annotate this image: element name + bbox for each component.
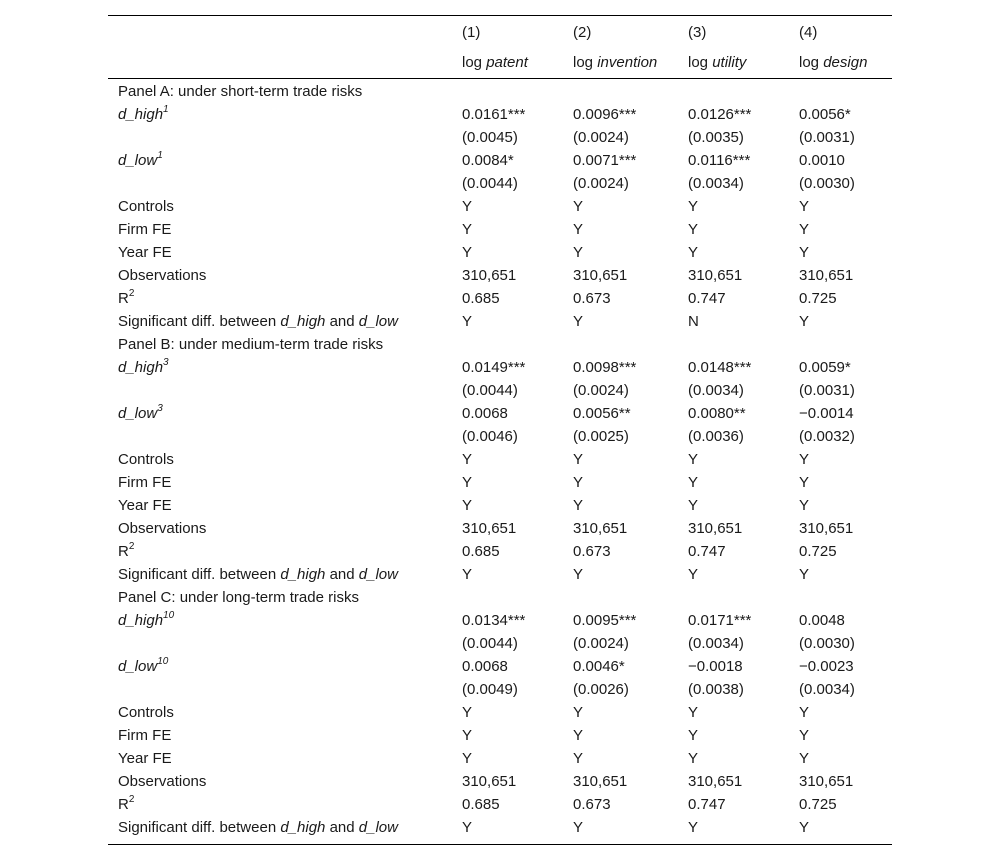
- table-cell: 310,651: [799, 520, 854, 537]
- bottom-rule: [108, 844, 892, 845]
- footnote-marker: 3: [157, 403, 163, 414]
- row-label: [118, 471, 171, 494]
- table-cell: 0.0068: [462, 405, 508, 422]
- table-cell: Y: [799, 704, 810, 721]
- col-number: (2): [573, 24, 592, 41]
- footnote-marker: 1: [163, 104, 169, 115]
- table-cell: 0.685: [462, 543, 500, 560]
- se-row-high: [108, 632, 892, 655]
- header-row-depvars: [108, 51, 892, 74]
- sig-diff-row: [108, 816, 892, 839]
- row-label: [118, 310, 398, 333]
- panel-title-row: [108, 80, 892, 103]
- row-label: [118, 448, 174, 471]
- table-cell: 310,651: [688, 267, 743, 284]
- table-cell: (0.0044): [462, 635, 518, 652]
- table-cell: (0.0049): [462, 681, 518, 698]
- variable-name: d_low: [118, 658, 158, 675]
- se-row-high: [108, 379, 892, 402]
- table-cell: (0.0032): [799, 428, 855, 445]
- table-cell: 0.0095***: [573, 612, 637, 629]
- table-cell: Y: [573, 451, 584, 468]
- log-word: log: [799, 54, 820, 71]
- header-rule: [108, 78, 892, 79]
- table-cell: (0.0034): [688, 382, 744, 399]
- table-cell: Y: [799, 221, 810, 238]
- row-label: [118, 195, 174, 218]
- panel-title: Panel A: under short-term trade risks: [118, 83, 363, 100]
- row-label-text: Significant diff. between: [118, 566, 277, 583]
- variable-name: d_high: [280, 819, 326, 836]
- table-cell: (0.0024): [573, 175, 629, 192]
- se-row-low: [108, 425, 892, 448]
- row-label: [118, 494, 172, 517]
- table-cell: 0.0046*: [573, 658, 625, 675]
- row-label: [118, 609, 174, 632]
- table-cell: 0.0048: [799, 612, 845, 629]
- panel-title: Panel B: under medium-term trade risks: [118, 336, 384, 353]
- row-label: [118, 770, 206, 793]
- table-cell: 310,651: [573, 773, 628, 790]
- r2-superscript: 2: [128, 541, 135, 552]
- table-cell: 0.0071***: [573, 152, 637, 169]
- table-cell: 0.685: [462, 290, 500, 307]
- table-cell: Y: [462, 727, 473, 744]
- table-cell: (0.0025): [573, 428, 629, 445]
- col-depvar: [573, 51, 657, 74]
- table-cell: −0.0018: [688, 658, 743, 675]
- table-cell: Y: [573, 313, 584, 330]
- row-label: [118, 816, 398, 839]
- table-cell: Y: [799, 750, 810, 767]
- table-cell: Y: [573, 566, 584, 583]
- depvar-name: utility: [712, 54, 747, 71]
- observations-row: [108, 517, 892, 540]
- table-cell: 0.725: [799, 543, 837, 560]
- table-cell: 310,651: [462, 267, 517, 284]
- table-cell: Y: [462, 451, 473, 468]
- panel-title-row: [108, 333, 892, 356]
- table-cell: (0.0044): [462, 175, 518, 192]
- row-label-text: Significant diff. between: [118, 819, 277, 836]
- row-label-text: Year FE: [118, 244, 172, 261]
- header-row-numbers: [108, 21, 892, 44]
- r2-row: [108, 540, 892, 563]
- controls-row: [108, 448, 892, 471]
- table-cell: Y: [462, 244, 473, 261]
- table-cell: Y: [688, 451, 699, 468]
- se-row-low: [108, 678, 892, 701]
- row-label: [118, 586, 359, 609]
- table-cell: Y: [799, 313, 810, 330]
- table-cell: Y: [573, 497, 584, 514]
- table-cell: (0.0034): [688, 635, 744, 652]
- table-cell: Y: [688, 727, 699, 744]
- coef-row-low: [108, 655, 892, 678]
- table-cell: 0.0148***: [688, 359, 752, 376]
- table-cell: Y: [688, 750, 699, 767]
- table-cell: Y: [573, 474, 584, 491]
- controls-row: [108, 701, 892, 724]
- row-label-text: R: [118, 290, 129, 307]
- row-label-text: Firm FE: [118, 221, 172, 238]
- row-label-text: Significant diff. between: [118, 313, 277, 330]
- row-label-text: Observations: [118, 773, 207, 790]
- row-label: [118, 747, 172, 770]
- table-cell: 0.0161***: [462, 106, 526, 123]
- row-label: [118, 218, 171, 241]
- table-cell: Y: [688, 497, 699, 514]
- depvar-name: invention: [597, 54, 658, 71]
- table-cell: 0.0171***: [688, 612, 752, 629]
- table-cell: 0.747: [688, 543, 726, 560]
- table-cell: (0.0031): [799, 382, 855, 399]
- coef-row-high: [108, 609, 892, 632]
- col-number: (3): [688, 24, 707, 41]
- table-cell: 310,651: [462, 773, 517, 790]
- footnote-marker: 10: [157, 656, 169, 667]
- table-cell: 310,651: [799, 773, 854, 790]
- year-fe-row: [108, 494, 892, 517]
- log-word: log: [462, 54, 483, 71]
- firm-fe-row: [108, 724, 892, 747]
- variable-name: d_low: [358, 313, 398, 330]
- se-row-low: [108, 172, 892, 195]
- row-label: [118, 241, 172, 264]
- row-label-text: and: [329, 566, 355, 583]
- table-cell: 310,651: [462, 520, 517, 537]
- table-cell: N: [688, 313, 699, 330]
- table-cell: Y: [688, 819, 699, 836]
- table-cell: Y: [799, 451, 810, 468]
- table-cell: 0.0149***: [462, 359, 526, 376]
- row-label: [118, 655, 168, 678]
- top-rule: [108, 15, 892, 16]
- row-label: [118, 149, 163, 172]
- table-cell: Y: [688, 198, 699, 215]
- table-cell: 0.0098***: [573, 359, 637, 376]
- table-cell: −0.0023: [799, 658, 854, 675]
- table-cell: (0.0045): [462, 129, 518, 146]
- se-row-high: [108, 126, 892, 149]
- panel-title-row: [108, 586, 892, 609]
- table-cell: Y: [462, 819, 473, 836]
- table-cell: Y: [799, 566, 810, 583]
- r2-superscript: 2: [128, 288, 135, 299]
- table-cell: Y: [688, 244, 699, 261]
- row-label-text: R: [118, 796, 129, 813]
- variable-name: d_low: [118, 405, 158, 422]
- row-label: [118, 287, 134, 310]
- r2-row: [108, 287, 892, 310]
- table-cell: (0.0044): [462, 382, 518, 399]
- row-label: [118, 402, 163, 425]
- variable-name: d_high: [118, 359, 164, 376]
- table-cell: Y: [462, 704, 473, 721]
- coef-row-high: [108, 103, 892, 126]
- r2-superscript: 2: [128, 794, 135, 805]
- table-cell: 0.747: [688, 796, 726, 813]
- table-cell: Y: [462, 198, 473, 215]
- table-cell: 0.0080**: [688, 405, 746, 422]
- col-depvar: [462, 51, 528, 74]
- depvar-name: design: [823, 54, 868, 71]
- table-cell: 0.747: [688, 290, 726, 307]
- table-cell: 0.0116***: [688, 152, 751, 169]
- row-label-text: Controls: [118, 704, 174, 721]
- table-cell: Y: [799, 244, 810, 261]
- table-cell: Y: [688, 704, 699, 721]
- table-cell: 310,651: [573, 520, 628, 537]
- row-label-text: Firm FE: [118, 727, 172, 744]
- table-cell: Y: [573, 704, 584, 721]
- col-depvar: [688, 51, 746, 74]
- row-label: [118, 563, 398, 586]
- row-label-text: and: [329, 819, 355, 836]
- footnote-marker: 3: [163, 357, 169, 368]
- table-cell: (0.0035): [688, 129, 744, 146]
- variable-name: d_high: [118, 612, 164, 629]
- firm-fe-row: [108, 218, 892, 241]
- table-cell: (0.0024): [573, 129, 629, 146]
- table-cell: Y: [573, 750, 584, 767]
- table-cell: 0.673: [573, 796, 611, 813]
- table-cell: 0.0068: [462, 658, 508, 675]
- variable-name: d_high: [280, 313, 326, 330]
- depvar-name: patent: [486, 54, 528, 71]
- row-label: [118, 80, 362, 103]
- table-cell: 310,651: [688, 773, 743, 790]
- coef-row-low: [108, 149, 892, 172]
- coef-row-low: [108, 402, 892, 425]
- row-label: [118, 701, 174, 724]
- table-cell: Y: [462, 566, 473, 583]
- row-label-text: Year FE: [118, 497, 172, 514]
- table-cell: Y: [573, 819, 584, 836]
- table-cell: 0.0096***: [573, 106, 637, 123]
- table-cell: 0.725: [799, 796, 837, 813]
- table-cell: 0.0056*: [799, 106, 851, 123]
- year-fe-row: [108, 241, 892, 264]
- observations-row: [108, 770, 892, 793]
- table-cell: 0.0134***: [462, 612, 526, 629]
- footnote-marker: 1: [157, 150, 163, 161]
- row-label-text: Year FE: [118, 750, 172, 767]
- variable-name: d_low: [358, 819, 398, 836]
- table-cell: (0.0030): [799, 635, 855, 652]
- table-cell: (0.0034): [799, 681, 855, 698]
- table-cell: Y: [799, 497, 810, 514]
- firm-fe-row: [108, 471, 892, 494]
- table-cell: Y: [688, 566, 699, 583]
- sig-diff-row: [108, 563, 892, 586]
- table-cell: Y: [799, 198, 810, 215]
- table-cell: Y: [573, 727, 584, 744]
- table-cell: (0.0024): [573, 382, 629, 399]
- table-cell: (0.0046): [462, 428, 518, 445]
- table-cell: 0.0010: [799, 152, 845, 169]
- row-label: [118, 103, 169, 126]
- table-cell: (0.0030): [799, 175, 855, 192]
- table-cell: Y: [462, 474, 473, 491]
- table-cell: (0.0038): [688, 681, 744, 698]
- log-word: log: [688, 54, 709, 71]
- observations-row: [108, 264, 892, 287]
- row-label: [118, 333, 383, 356]
- table-cell: 0.725: [799, 290, 837, 307]
- table-cell: (0.0024): [573, 635, 629, 652]
- table-cell: 0.0056**: [573, 405, 631, 422]
- row-label-text: R: [118, 543, 129, 560]
- row-label-text: Observations: [118, 520, 207, 537]
- row-label-text: Firm FE: [118, 474, 172, 491]
- table-cell: Y: [799, 727, 810, 744]
- col-number: (1): [462, 24, 481, 41]
- row-label: [118, 793, 134, 816]
- row-label-text: Controls: [118, 451, 174, 468]
- table-cell: Y: [573, 198, 584, 215]
- col-depvar: [799, 51, 867, 74]
- table-cell: Y: [462, 313, 473, 330]
- table-cell: 310,651: [688, 520, 743, 537]
- variable-name: d_low: [358, 566, 398, 583]
- row-label: [118, 517, 206, 540]
- table-cell: (0.0031): [799, 129, 855, 146]
- variable-name: d_high: [280, 566, 326, 583]
- table-cell: Y: [573, 244, 584, 261]
- table-cell: 0.0126***: [688, 106, 752, 123]
- variable-name: d_low: [118, 152, 158, 169]
- row-label-text: and: [329, 313, 355, 330]
- r2-row: [108, 793, 892, 816]
- table-cell: 0.685: [462, 796, 500, 813]
- table-cell: 0.673: [573, 290, 611, 307]
- table-cell: Y: [462, 750, 473, 767]
- table-cell: Y: [688, 474, 699, 491]
- table-cell: 0.0059*: [799, 359, 851, 376]
- table-cell: Y: [462, 497, 473, 514]
- footnote-marker: 10: [163, 610, 175, 621]
- panel-title: Panel C: under long-term trade risks: [118, 589, 359, 606]
- table-cell: −0.0014: [799, 405, 854, 422]
- coef-row-high: [108, 356, 892, 379]
- row-label: [118, 356, 169, 379]
- table-cell: 310,651: [799, 267, 854, 284]
- table-cell: Y: [462, 221, 473, 238]
- table-cell: (0.0026): [573, 681, 629, 698]
- table-cell: 0.673: [573, 543, 611, 560]
- col-number: (4): [799, 24, 818, 41]
- row-label: [118, 540, 134, 563]
- table-cell: 0.0084*: [462, 152, 514, 169]
- variable-name: d_high: [118, 106, 164, 123]
- table-cell: Y: [799, 819, 810, 836]
- row-label: [118, 264, 206, 287]
- table-cell: (0.0036): [688, 428, 744, 445]
- row-label-text: Observations: [118, 267, 207, 284]
- table-cell: 310,651: [573, 267, 628, 284]
- row-label: [118, 724, 171, 747]
- table-cell: Y: [573, 221, 584, 238]
- controls-row: [108, 195, 892, 218]
- row-label-text: Controls: [118, 198, 174, 215]
- sig-diff-row: [108, 310, 892, 333]
- log-word: log: [573, 54, 594, 71]
- table-cell: Y: [688, 221, 699, 238]
- table-cell: (0.0034): [688, 175, 744, 192]
- table-cell: Y: [799, 474, 810, 491]
- year-fe-row: [108, 747, 892, 770]
